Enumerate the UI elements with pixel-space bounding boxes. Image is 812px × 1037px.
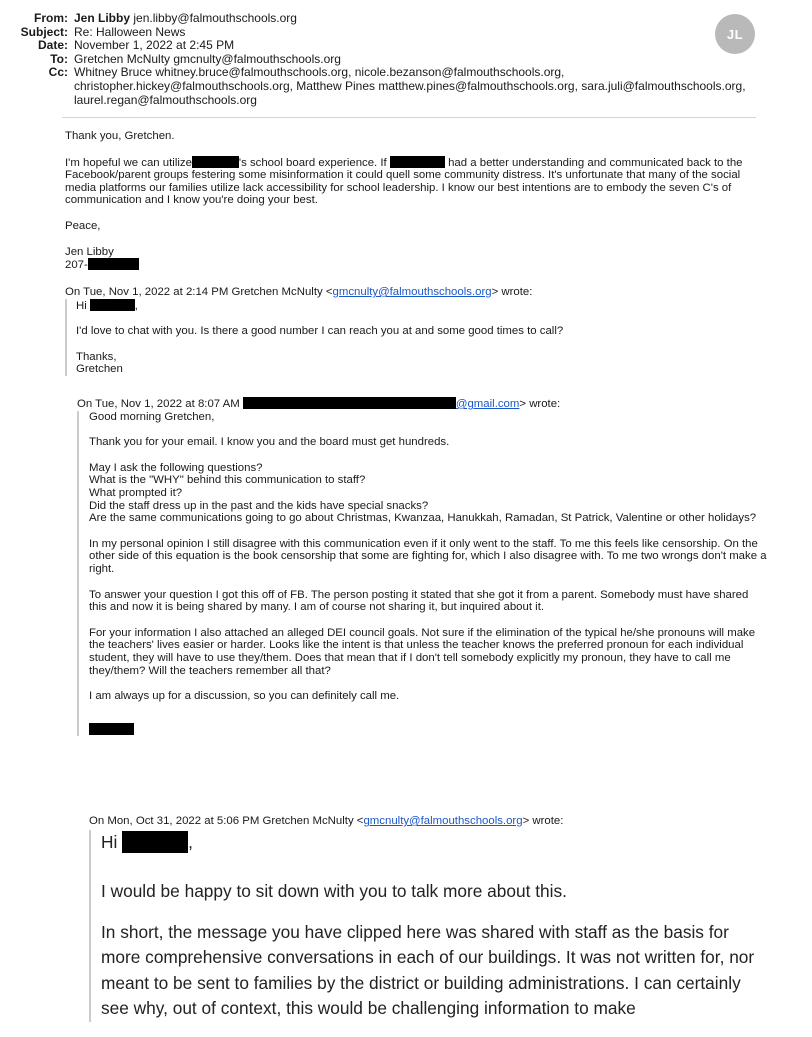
from-label: From: [34, 11, 68, 25]
cc-label: Cc: [48, 65, 68, 80]
date-row [0, 39, 760, 53]
question-3: Did the staff dress up in the past and the kids have special snacks? [89, 499, 429, 512]
question-2: What prompted it? [89, 486, 183, 499]
cc-value[interactable] [74, 66, 760, 107]
date-label: Date: [37, 38, 68, 53]
redacted-name-2 [390, 156, 445, 168]
cc-line-3: laurel.regan@falmouthschools.org [74, 92, 257, 107]
quote3-p1: I would be happy to sit down with you to talk more about this. [101, 881, 567, 902]
quote2-p3: To answer your question I got this off of FB. The person posting it stated that she got it from a parent. Somebody must have shared this and now it is being shared by many. I am of course not sharing it, but inquired about it. [89, 588, 749, 614]
sender-avatar: JL [715, 14, 755, 54]
quote2-bar [77, 411, 767, 737]
signature [65, 246, 765, 272]
quote1-attrib-text: On Tue, Nov 1, 2022 at 2:14 PM Gretchen McNulty < [65, 286, 333, 298]
quote2-p1: Thank you for your email. I know you and the board must get hundreds. [89, 436, 450, 449]
quoted-message-3 [89, 815, 769, 1037]
from-row [0, 12, 760, 26]
email-header [0, 12, 760, 107]
sender-name: Jen Libby [74, 11, 131, 25]
quote1-name: Gretchen [76, 363, 123, 376]
redacted-name-3 [90, 299, 135, 311]
quote3-email-link[interactable]: gmcnulty@falmouthschools.org [363, 815, 523, 827]
quote2-attrib-text: On Tue, Nov 1, 2022 at 8:07 AM [77, 398, 240, 410]
quote1-attribution [65, 286, 765, 299]
reply-paragraph [65, 156, 765, 207]
quote3-hi-comma: , [188, 831, 193, 852]
subject-value: Re: Halloween News [74, 24, 186, 39]
quote3-p2: In short, the message you have clipped here was shared with staff as the basis for more comprehensive conversations in each of our buildings. It was not written for, nor meant to be sent to families by the district or building administrations. I can certainly see why, out of context, this would be challenging information to make [101, 921, 755, 1019]
reply-text-c: had a better understanding and communicated back to the Facebook/parent groups festering some misinformation it could quell some community distress. It's unfortunate that many of the social media platforms our families utilize lack accessibility for school leadership. I know our best intentions are to embody the seven C's of communication and I know you're doing your best. [65, 156, 743, 207]
cc-line-1: Whitney Bruce whitney.bruce@falmouthschools.org, nicole.bezanson@falmouthschools.org, [74, 65, 565, 80]
question-1: What is the "WHY" behind this communication to staff? [89, 474, 366, 487]
reply-text-b: 's school board experience. If [238, 156, 387, 169]
quote3-hi [101, 830, 769, 856]
quoted-message-1 [65, 286, 765, 389]
quote2-signature [89, 723, 767, 737]
signature-phone: 207- [65, 259, 88, 272]
redacted-signature [89, 723, 134, 735]
question-intro: May I ask the following questions? [89, 461, 263, 474]
quote2-p2: In my personal opinion I still disagree with this communication even if it only went to the staff. To me this feels like censorship. On the other side of this equation is the book censorship that some are fighting for, which I also disagree with. To me two wrongs don't make a right. [89, 537, 767, 575]
cc-line-2: christopher.hickey@falmouthschools.org, Matthew Pines matthew.pines@falmouthschools.org, sara.juli@falmouthschools.org, [74, 78, 746, 93]
quote3-bar [89, 830, 769, 1022]
date-value: November 1, 2022 at 2:45 PM [74, 38, 235, 53]
message-body [65, 130, 765, 285]
subject-row [0, 26, 760, 40]
sender-email[interactable]: jen.libby@falmouthschools.org [133, 11, 297, 25]
header-divider [62, 117, 756, 118]
quote1-thanks: Thanks, [76, 350, 117, 363]
quote2-attribution [77, 397, 767, 411]
to-row [0, 53, 760, 67]
quote2-email-link[interactable]: @gmail.com [455, 398, 520, 410]
quote1-bar [65, 299, 765, 376]
question-4: Are the same communications going to go about Christmas, Kwanzaa, Hanukkah, Ramadan, St Patrick, Valentine or other holidays? [89, 512, 757, 525]
redacted-name-1 [192, 156, 239, 168]
quote3-hi-text: Hi [101, 831, 118, 852]
quote1-attrib-end: > wrote: [491, 286, 533, 298]
quote3-attrib-end: > wrote: [522, 815, 564, 827]
redacted-sender [243, 397, 456, 409]
quote2-questions [89, 462, 767, 525]
reply-text-a: I'm hopeful we can utilize [65, 156, 192, 169]
quoted-message-2 [77, 397, 767, 749]
reply-closing: Peace, [65, 219, 101, 232]
to-label: To: [50, 51, 68, 66]
quote2-p4: For your information I also attached an alleged DEI council goals. Not sure if the elimination of the typical he/she pronouns will make the teachers' lives easier or harder. Looks like the intent is that unless the teacher knows the preferred pronoun for each individual student, they will have to use they/them. Does that mean that if I don't tell somebody explicitly my pronoun, they have to call me they/them? Will the teachers remember all that? [89, 626, 756, 677]
redacted-name-4 [122, 831, 188, 853]
quote3-attribution [89, 815, 769, 828]
quote2-p5: I am always up for a discussion, so you can definitely call me. [89, 690, 400, 703]
cc-row [0, 66, 760, 107]
subject-label: Subject: [20, 24, 68, 39]
quote2-attrib-end: > wrote: [519, 398, 561, 410]
quote1-line: I'd love to chat with you. Is there a good number I can reach you at and some good times to call? [76, 325, 564, 338]
quote1-signoff [76, 351, 765, 376]
quote1-hi-comma: , [134, 299, 138, 312]
quote1-hi-text: Hi [76, 299, 87, 312]
quote1-hi [76, 299, 765, 313]
redacted-phone [88, 258, 139, 270]
quote2-greeting: Good morning Gretchen, [89, 410, 215, 423]
signature-name: Jen Libby [65, 245, 114, 258]
reply-greeting: Thank you, Gretchen. [65, 130, 175, 142]
quote1-email-link[interactable]: gmcnulty@falmouthschools.org [332, 286, 492, 298]
quote3-attrib-text: On Mon, Oct 31, 2022 at 5:06 PM Gretchen McNulty < [89, 815, 364, 827]
to-value[interactable]: Gretchen McNulty gmcnulty@falmouthschools.org [74, 51, 341, 66]
